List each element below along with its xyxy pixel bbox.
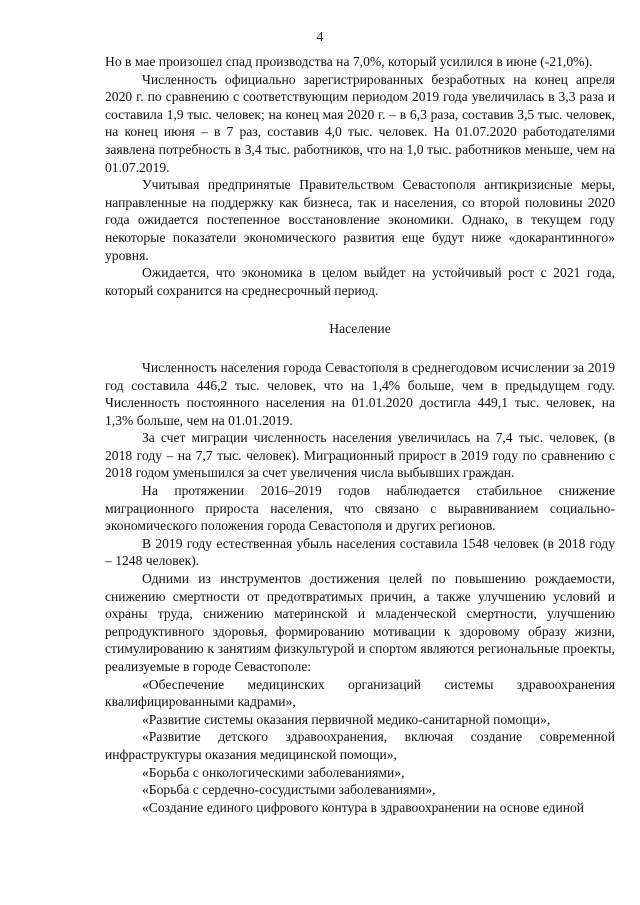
paragraph-regional-projects: Одними из инструментов достижения целей по повышению рождаемости, снижению смертности от предотвратимых причин, а также улучшению условий и охраны труда, снижению материнской и младенческой смертности, улучшению репродуктивного здоровья, формированию мотивации к здоровому образу жизни, стимулированию к занятиям физкультурой и спортом являются региональные проекты, реализуемые в городе Севастополе: — [105, 571, 615, 674]
list-item-project-oncology: «Борьба с онкологическими заболеваниями», — [142, 764, 405, 780]
paragraph-migration: За счет миграции численность населения увеличилась на 7,4 тыс. человек, (в 2018 году – на 7,7 тыс. человек). Миграционный прирост в 2019 году по сравнению с 2018 годом уменьшился за счет увеличения числа выбывших граждан. — [105, 430, 615, 481]
paragraph-population-size: Численность населения города Севастополя в среднегодовом исчислении за 2019 год составила 446,2 тыс. человек, что на 1,4% больше, чем в предыдущем году. Численность постоянного населения на 01.01.2020 достигла 449,1 тыс. человек, на 1,3% больше, чем на 01.01.2019. — [105, 359, 615, 428]
page-body — [105, 53, 615, 816]
paragraph-recovery-measures: Учитывая предпринятые Правительством Севастополя антикризисные меры, направленные на поддержку как бизнеса, так и населения, со второй половины 2020 года ожидается постепенное восстановление экономики. Однако, в текущем году некоторые показатели экономического развития еще будут ниже «докарантинного» уровня. — [105, 177, 615, 263]
list-item-project-digital-health: «Создание единого цифрового контура в здравоохранении на основе единой — [142, 799, 585, 815]
list-item-project-primary-care: «Развитие системы оказания первичной медико-санитарной помощи», — [142, 711, 551, 727]
paragraph-natural-decline: В 2019 году естественная убыль населения составила 1548 человек (в 2018 году – 1248 человек). — [105, 535, 615, 569]
paragraph-production-decline: Но в мае произошел спад производства на 7,0%, который усилился в июне (-21,0%). — [105, 54, 593, 69]
section-heading-population: Население — [329, 321, 391, 337]
list-item-project-child-health: «Развитие детского здравоохранения, включая создание современной инфраструктуры оказания медицинской помощи», — [105, 729, 615, 762]
paragraph-growth-forecast: Ожидается, что экономика в целом выйдет на устойчивый рост с 2021 года, который сохранится на среднесрочный период. — [105, 265, 615, 298]
paragraph-migration-trend: На протяжении 2016–2019 годов наблюдается стабильное снижение миграционного прироста населения, что связано с выравниванием социально-экономического положения города Севастополя и других регионов. — [105, 483, 615, 534]
paragraph-unemployment: Численность официально зарегистрированных безработных на конец апреля 2020 г. по сравнению с соответствующим периодом 2019 года увеличилась в 3,3 раза и составила 1,9 тыс. человек; на конец мая 2020 г. – в 6,3 раза, составив 3,5 тыс. человек, на конец июня – в 7 раз, составив 4,0 тыс. человек. На 01.07.2020 работодателями заявлена потребность в 3,4 тыс. работников, что на 1,0 тыс. работников меньше, чем на 01.07.2019. — [105, 71, 615, 175]
page-number: 4 — [316, 30, 324, 45]
list-item-project-cardiovascular: «Борьба с сердечно-сосудистыми заболеваниями», — [142, 782, 436, 798]
list-item-project-staffing: «Обеспечение медицинских организаций системы здравоохранения квалифицированными кадрами», — [105, 676, 615, 710]
